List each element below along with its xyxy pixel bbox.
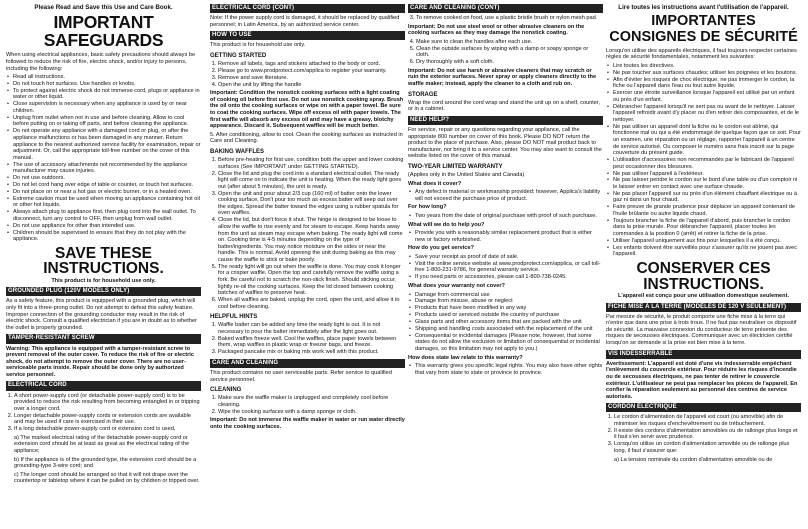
column-2 [210, 4, 405, 527]
list-item: • Unplug from outlet when not in use and before cleaning. Allow to cool before putting on or taking off parts, and before cleaning the appliance. [13, 115, 201, 128]
list-item: • Consequential or incidental damages (Please note, however, that some states do not allow the exclusion or limitation of consequential or incidental damages, so this limitation may not apply to you.) [415, 333, 603, 353]
list-item: • Toujours brancher la fiche de l'appareil d'abord, puis brancher le cordon dans la prise murale. Pour débrancher l'appareil, placer toutes les commandes à la position 0 (arrêt) et retirer la fiche de la prise. [613, 218, 801, 238]
list-item: 4. Open the unit by lifting the handle [218, 82, 405, 89]
list-item: 2. Please go to www.prodprotect.com/applica to register your warranty. [218, 68, 405, 75]
list-item: • Glass parts and other accessory items that are packed with the unit [415, 319, 603, 326]
list-item: • Do not place on or near a hot gas or electric burner, or in a heated oven. [13, 189, 201, 196]
list-item: • Do not let cord hang over edge of table or counter, or touch hot surfaces. [13, 182, 201, 189]
electrical-cord-heading: ELECTRICAL CORD [6, 381, 201, 390]
list-item: • Two years from the date of original purchase with proof of such purchase. [415, 213, 603, 220]
column-3 [408, 4, 603, 527]
list-item: • Ne pas toucher aux surfaces chaudes; utiliser les poignées et les boutons. [613, 70, 801, 77]
list-item: • Visit the online service website at www.prodprotect.com/applica, or call toll-free 1-800-231-9786, for general warranty service. [415, 261, 603, 274]
need-help-text: For service, repair or any questions regarding your appliance, call the appropriate 800 number on cover of this book. Please DO NOT return the product to the place of purchase. Also, please DO NOT mail product back to manufacturer, nor bring it to a service center. You may also want to consult the website listed on the cover of this manual. [408, 126, 602, 160]
fr-intro: Lorsqu'on utilise des appareils électriques, il faut toujours respecter certaines règles de sécurité fondamentales, notamment les suivantes: [606, 47, 797, 61]
list-item: • This warranty gives you specific legal rights. You may also have other rights that vary from state to state or province to province. [415, 363, 603, 376]
list-item: • Do not operate any appliance with a damaged cord or plug, or after the appliance malfunctions or has been damaged in any manner. Return appliance to the nearest authorized service facility for examination, repair or adjustment. Or, call the appropriate toll-free number on the cover of this manual. [13, 128, 201, 161]
warranty-help-list [408, 230, 603, 243]
warranty-cover-list [408, 189, 603, 202]
fr-safeguards-title: IMPORTANTES CONSIGNES DE SÉCURITÉ [609, 13, 798, 45]
list-item: 2. Longer detachable power-supply cords or extension cords are available and may be used if care is exercised in their use. [14, 413, 201, 426]
fr-screw-heading: VIS INDESSERRABLE [606, 350, 801, 359]
fr-save-title: CONSERVER CES INSTRUCTIONS. [636, 260, 771, 293]
list-item: • Shipping and handling costs associated with the replacement of the unit [415, 326, 603, 333]
getting-started-step-5: 5. After conditioning, allow to cool. Clean the cooking surfaces as instructed in Care and Cleaning. [210, 131, 403, 145]
fr-household-only: L'appareil est conçu pour une utilisation domestique seulement. [617, 293, 790, 300]
list-item: • Damage from misuse, abuse or neglect [415, 298, 603, 305]
list-item: 5. The ready light will go out when the waffle is done. You may cook it longer for a crispier waffle. Open the top and carefully remove the waffle using a fork. Be careful not to scratch the non-stick finish. Should sticking occur, lightly re-oil the cooking surfaces. Keep the lid closed between cooking batches of waffles to preserve heat. [218, 264, 405, 297]
list-item: 3. To remove cooked on food, use a plastic bristle brush or nylon mesh pad. [416, 15, 603, 22]
list-item: 2. Baked waffles freeze well. Cool the waffles, place paper towels between them, wrap waffles in plastic wrap or freezer bags, and freeze. [218, 336, 405, 349]
column-4-french [606, 4, 801, 527]
cord-sub-item: c) The longer cord should be arranged so that it will not drape over the countertop or tabletop where it can be pulled on by children or tripped over. [14, 471, 200, 485]
getting-started-list [210, 61, 405, 88]
hints-list [210, 322, 405, 356]
list-item: • Read all instructions. [13, 74, 201, 81]
how-to-use-heading: HOW TO USE [210, 31, 405, 40]
list-item: • Ne pas utiliser un appareil dont la fiche ou le cordon est abîmé, qui fonctionne mal ou qui a été endommagé de quelque façon que ce soit. Pour un examen, une réparation ou un réglage, rapporter l'appareil à un centre de service autorisé. Ou composer le numéro sans frais inscrit sur la page couverture du présent guide. [613, 124, 801, 157]
cord-note: Note: If the power supply cord is damaged, it should be replaced by qualified personnel; in Latin America, by an authorized service center. [210, 15, 400, 28]
list-item: 4. Close the lid, but don't force it shut. The hinge is designed to be loose to allow the waffle to rise evenly and for steam to escape. Keep hands away from the unit as steam may escape when baking. The ready light will come on. Cooking time is 4-5 minutes depending on the type of batter/ingredients. You may notice moisture on the sides or near the handle. This is normal. Avoid opening the unit during baking as this may cause the waffle to stick or bake poorly. [218, 217, 405, 263]
list-item: 2. Il existe des cordons d'alimentation amovibles ou de rallonge plus longs et il faut s'en servir avec prudence. [614, 428, 801, 441]
fr-cord-sub-item: a) La tension nominale du cordon d'alimentation amovible ou de [614, 456, 773, 463]
care-text: This product contains no user serviceable parts. Refer service to qualified service personnel. [210, 369, 392, 383]
list-item: 5. Clean the outside surfaces by wiping with a damp or soapy sponge or cloth. [416, 46, 603, 59]
fr-read-notice: Lire toutes les instructions avant l'utilisation de l'appareil. [618, 4, 789, 11]
list-item: 3. Packaged pancake mix or baking mix work well with this product. [218, 349, 405, 356]
column-1 [6, 4, 201, 527]
baking-list [210, 157, 405, 310]
list-item: • Do not use outdoors. [13, 175, 201, 182]
list-item: 3. If a long detachable power-supply cord or extension cord is used, [14, 426, 201, 433]
cord-sub-item: b) If the appliance is of the grounded type, the extension cord should be a grounding-type 3-wire cord; and [14, 456, 197, 470]
storage-heading: STORAGE [408, 91, 438, 98]
list-item: • Extreme caution must be used when moving an appliance containing hot oil or other hot liquids. [13, 196, 201, 209]
care-cont-important: Important: Do not use steel wool or other abrasive cleaners on the cooking surfaces as they may damage the nonstick coating. [408, 23, 585, 37]
list-item: 1. Waffle batter can be added any time the ready light is out. It is not necessary to pour the batter immediately after the light goes out. [218, 322, 405, 335]
cord-sub-item: a) The marked electrical rating of the detachable power-supply cord or extension cord should be at least as great as the electrical rating of the appliance; [14, 434, 190, 454]
safeguards-list [6, 74, 201, 243]
warranty-q-long: For how long? [408, 204, 447, 211]
grounded-plug-heading: GROUNDED PLUG (120V MODELS ONLY) [6, 287, 201, 296]
care-heading: CARE AND CLEANING [210, 359, 405, 368]
cleaning-list [210, 395, 405, 415]
fr-grounded-text: Par mesure de sécurité, le produit comporte une fiche mise à la terre qui n'entre que dans une prise à trois trous. Il ne faut pas neutraliser ce dispositif de sécurité. La mauvaise connexion du conducteur de terre présente des risques de secousses électriques. Communiquer avec un électricien certifié lorsqu'on se demande si la prise est bien mise à la terre. [606, 313, 797, 347]
list-item: 3. Lorsqu'on utilise un cordon d'alimentation amovible ou de rallonge plus long, il faut s'assurer que: [614, 441, 801, 454]
warranty-not-list [408, 292, 603, 353]
list-item: • Débrancher l'appareil lorsqu'il ne sert pas ou avant de le nettoyer. Laisser l'appareil refroidir avant d'y placer ou d'en retirer des composantes, et de le nettoyer. [613, 104, 801, 124]
list-item: • Do not touch hot surfaces. Use handles or knobs. [13, 81, 201, 88]
safeguards-title: IMPORTANT SAFEGUARDS [43, 12, 164, 50]
list-item: 6. Dry thoroughly with a soft cloth. [416, 59, 603, 66]
list-item: • Exercer une étroite surveillance lorsque l'appareil est utilisé par un enfant ou près d'un enfant. [613, 90, 801, 103]
list-item: • L'utilisation d'accessoires non recommandés par le fabricant de l'appareil peut occasionner des blessures. [613, 157, 801, 170]
warranty-q-not: What does your warranty not cover? [408, 282, 505, 289]
fr-grounded-heading: FICHE MISE À LA TERRE (MODÈLES DE 120 V SEULEMENT) [606, 303, 801, 312]
cleaning-important: Important: Do not immerse the waffle maker in water or run water directly onto the cooking surfaces. [210, 417, 405, 430]
warranty-state-list [408, 363, 603, 376]
list-item: • Damage from commercial use [415, 292, 603, 299]
cleaning-heading: CLEANING [210, 387, 242, 394]
list-item: 3. Open the unit and pour about 2/3 cup (160 ml) of batter onto the lower cooking surface. Don't pour too much as excess batter will seep out over the edges. Spread the batter toward the edges using a rubber spatula for even waffles. [218, 191, 405, 217]
list-item: • Products used or serviced outside the country of purchase [415, 312, 603, 319]
warranty-heading: TWO-YEAR LIMITED WARRANTY [408, 163, 503, 170]
list-item: • Save your receipt as proof of date of sale. [415, 254, 603, 261]
list-item: • Do not use appliance for other than intended use. [13, 223, 201, 230]
list-item: • Les enfants doivent être surveillés pour s'assurer qu'ils ne jouent pas avec l'appareil. [613, 245, 801, 258]
list-item: • Provide you with a reasonably similar replacement product that is either new or factory refurbished. [415, 230, 603, 243]
save-instructions-title: SAVE THESE INSTRUCTIONS. [43, 244, 164, 278]
warranty-long-list [408, 213, 603, 220]
hints-heading: HELPFUL HINTS [210, 314, 258, 321]
list-item: • Lire toutes les directives. [613, 63, 801, 70]
grounded-plug-text: As a safety feature, this product is equipped with a grounded plug, which will only fit into a three-prong outlet. Do not attempt to defeat this safety feature. Improper connection of the grounding conductor may result in the risk of electric shock. Consult a qualified electrician if you are in doubt as to whether the outlet is properly grounded. [6, 298, 197, 331]
list-item: 1. Le cordon d'alimentation de l'appareil est court (ou amovible) afin de minimiser les risques d'enchevêtrement ou de trébuchement. [614, 414, 801, 427]
fr-screw-text: Avertissement: L'appareil est doté d'une vis indesserrable empêchant l'enlèvement du couvercle extérieur. Pour réduire les risques d'incendie ou de secousses électriques, ne pas tenter de retirer le couvercle extérieur. L'utilisateur ne peut pas remplacer les pièces de l'appareil. En confier la réparation seulement au personnel des centres de service autorisés. [606, 360, 798, 400]
getting-started-heading: GETTING STARTED [210, 52, 267, 59]
baking-heading: BAKING WAFFLES [210, 149, 264, 156]
tamper-screw-heading: TAMPER-RESISTANT SCREW [6, 334, 201, 343]
care-cont-important-2: Important: Do not use harsh or abrasive cleaners that may scratch or ruin the exterior surfaces. Never spray or apply cleaners directly to the waffle maker; instead, apply the cleaner to a cloth and rub on. [408, 67, 597, 88]
list-item: • Afin d'éviter les risques de choc électrique, ne pas immerger le cordon, la fiche ou l'appareil dans l'eau ou tout autre liquide. [613, 77, 801, 90]
care-cont-list-b [408, 39, 603, 66]
list-item: 1. Make sure the waffle maker is unplugged and completely cool before cleaning. [218, 395, 405, 408]
list-item: • Ne pas laisser pendre le cordon sur le bord d'une table ou d'un comptoir ni le laisser entrer en contact avec une surface chaude. [613, 177, 801, 190]
warranty-q-state: How does state law relate to this warranty? [408, 354, 523, 361]
electrical-cord-cont-heading: ELECTRICAL CORD (CONT) [210, 4, 405, 13]
list-item: • Always attach plug to appliance first, then plug cord into the wall outlet. To disconnect, turn any control to OFF, then unplug from wall outlet. [13, 209, 201, 222]
list-item: 1. Before pre-heating for first use, condition both the upper and lower cooking surfaces (See IMPORTANT under GETTING STARTED). [218, 157, 405, 170]
list-item: 1. A short power-supply cord (or detachable power-supply cord) is to be provided to reduce the risk resulting from becoming entangled in or tripping over a longer cord. [14, 393, 201, 413]
list-item: • The use of accessory attachments not recommended by the appliance manufacturer may cause injuries. [13, 162, 201, 175]
care-cont-heading: CARE AND CLEANING (CONT) [408, 4, 603, 13]
warranty-q-help: What will we do to help you? [408, 221, 485, 228]
household-only-notice: This product is for household use only. [51, 277, 156, 284]
list-item: 2. Wipe the cooking surfaces with a damp sponge or cloth. [218, 409, 405, 416]
list-item: • Faire preuve de grande prudence pour déplacer un appareil contenant de l'huile brûlante ou autre liquide chaud. [613, 204, 801, 217]
list-item: • If you need parts or accessories, please call 1-800-738-0245. [415, 274, 603, 281]
need-help-heading: NEED HELP? [408, 116, 603, 125]
tamper-screw-text: Warning: This appliance is equipped with a tamper-resistant screw to prevent removal of the outer cover. To reduce the risk of fire or electric shock, do not attempt to remove the outer cover. There are no user-serviceable parts inside. Repair should be done only by authorized service personnel. [6, 345, 194, 378]
how-to-use-text: This product is for household use only. [210, 42, 306, 49]
storage-text: Wrap the cord around the cord wrap and stand the unit up on a shelf, counter, or in a cabinet. [408, 99, 601, 113]
fr-cord-list [606, 414, 801, 454]
list-item: 1. Remove all labels, tags and stickers attached to the body or cord. [218, 61, 405, 68]
list-item: • Ne pas placer l'appareil sur ou près d'un élément chauffant électrique ou à gaz ni dans un four chaud. [613, 191, 801, 204]
warranty-subtitle: (Applies only in the United States and Canada) [408, 172, 525, 178]
list-item: • Ne pas utiliser l'appareil à l'extérieur. [613, 171, 801, 178]
fr-cord-heading: CORDON ÉLECTRIQUE [606, 403, 801, 412]
electrical-cord-list [6, 393, 201, 433]
list-item: • Utiliser l'appareil uniquement aux fins pour lesquelles il a été conçu. [613, 238, 801, 245]
list-item: • Products that have been modified in any way [415, 305, 603, 312]
warranty-service-list [408, 254, 603, 281]
care-cont-list-a [408, 15, 603, 22]
list-item: 3. Remove and save literature. [218, 75, 405, 82]
list-item: 4. Make sure to clean the handles after each use. [416, 39, 603, 46]
list-item: • Any defect in material or workmanship provided; however, Applica's liability will not exceed the purchase price of product. [415, 189, 603, 202]
warranty-q-service: How do you get service? [408, 245, 474, 252]
list-item: 2. Close the lid and plug the cord into a standard electrical outlet. The ready light will come on to indicate the unit is heating. When the ready light goes out (after about 5 minutes), the unit is ready. [218, 171, 405, 191]
fr-safeguards-list [606, 63, 801, 258]
getting-started-important: Important: Condition the nonstick cooking surfaces with a light coating of cooking oil before first use. Do not use nonstick cooking spray. Brush the oil onto the cooking surfaces or wipe on with a paper towel. Be sure to coat the cooking surfaces. Wipe off excess oil with paper towels. The first waffle will absorb any excess oil and may have a greasy, blotchy appearance. Discard it. Subsequent waffles will be much better. [210, 90, 404, 130]
list-item: • Children should be supervised to ensure that they do not play with the appliance. [13, 230, 201, 243]
list-item: • To protect against electric shock do not immerse cord, plugs or appliance in water or other liquid. [13, 88, 201, 101]
safeguards-intro: When using electrical appliances, basic safety precautions should always be followed to reduce the risk of fire, electric shock, and/or injury to persons, including the following: [6, 52, 196, 72]
list-item: 6. When all waffles are baked, unplug the cord, open the unit, and allow it to cool before cleaning. [218, 297, 405, 310]
list-item: • Close supervision is necessary when any appliance is used by or near children. [13, 101, 201, 114]
warranty-q-cover: What does it cover? [408, 180, 462, 187]
read-save-notice: Please Read and Save this Use and Care Book. [34, 4, 173, 11]
